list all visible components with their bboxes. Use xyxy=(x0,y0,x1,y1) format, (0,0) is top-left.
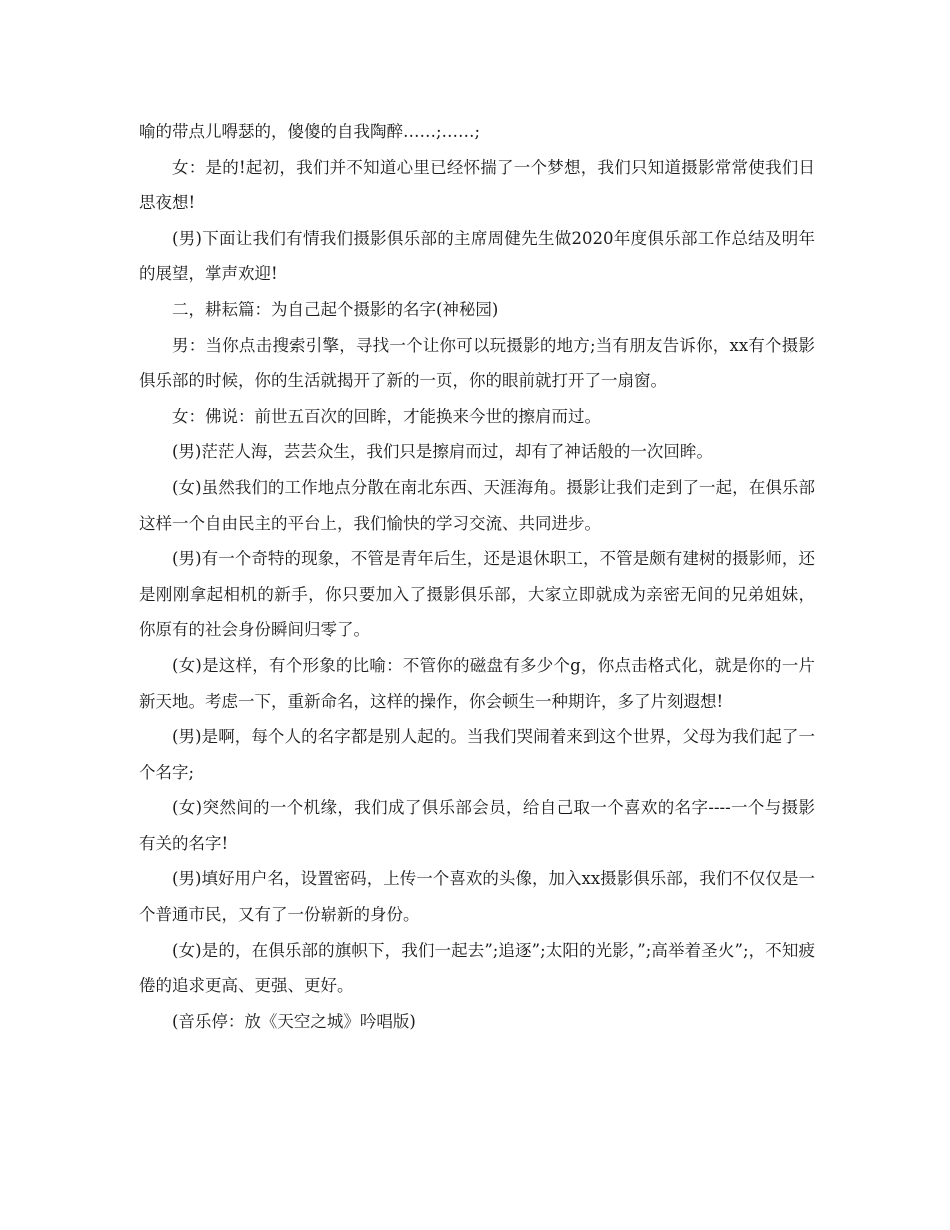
paragraph: 男：当你点击搜索引擎，寻找一个让你可以玩摄影的地方;当有朋友告诉你，xx有个摄影俱乐部的时候，你的生活就揭开了新的一页，你的眼前就打开了一扇窗。 xyxy=(139,335,815,391)
paragraph: 女：佛说：前世五百次的回眸，才能换来今世的擦肩而过。 xyxy=(172,406,601,426)
paragraph: (女)虽然我们的工作地点分散在南北东西、天涯海角。摄影让我们走到了一起，在俱乐部这样一个自由民主的平台上，我们愉快的学习交流、共同进步。 xyxy=(139,477,815,533)
paragraph: (男)下面让我们有情我们摄影俱乐部的主席周健先生做2020年度俱乐部工作总结及明年的展望，掌声欢迎! xyxy=(139,228,815,284)
paragraph: (音乐停：放《天空之城》吟唱版) xyxy=(172,1011,416,1031)
paragraph: (男)有一个奇特的现象，不管是青年后生，还是退休职工，不管是颇有建树的摄影师，还是刚刚拿起相机的新手，你只要加入了摄影俱乐部，大家立即就成为亲密无间的兄弟姐妹，你原有的社会身份瞬间归零了。 xyxy=(139,549,815,640)
paragraph: (男)茫茫人海，芸芸众生，我们只是擦肩而过，却有了神话般的一次回眸。 xyxy=(172,442,713,462)
paragraph: (男)是啊，每个人的名字都是别人起的。当我们哭闹着来到这个世界，父母为我们起了一个名字; xyxy=(139,727,815,782)
paragraph: 喻的带点儿嘚瑟的，傻傻的自我陶醉……;……; xyxy=(139,122,481,141)
document-body xyxy=(139,114,815,1039)
paragraph: (女)是的，在俱乐部的旗帜下，我们一起去”;追逐”;太阳的光影，”;高举着圣火”;，不知疲倦的追求更高、更强、更好。 xyxy=(139,940,815,996)
paragraph: 女：是的!起初，我们并不知道心里已经怀揣了一个梦想，我们只知道摄影常常使我们日思夜想! xyxy=(139,157,815,213)
section-heading: 二，耕耘篇：为自己起个摄影的名字(神秘园) xyxy=(172,299,499,319)
paragraph: (女)是这样，有个形象的比喻：不管你的磁盘有多少个g，你点击格式化，就是你的一片新天地。考虑一下，重新命名，这样的操作，你会顿生一种期许，多了片刻遐想! xyxy=(139,655,815,711)
paragraph: (男)填好用户名，设置密码，上传一个喜欢的头像，加入xx摄影俱乐部，我们不仅仅是一个普通市民，又有了一份崭新的身份。 xyxy=(139,869,815,925)
paragraph: (女)突然间的一个机缘，我们成了俱乐部会员，给自己取一个喜欢的名字----一个与摄影有关的名字! xyxy=(139,798,815,853)
